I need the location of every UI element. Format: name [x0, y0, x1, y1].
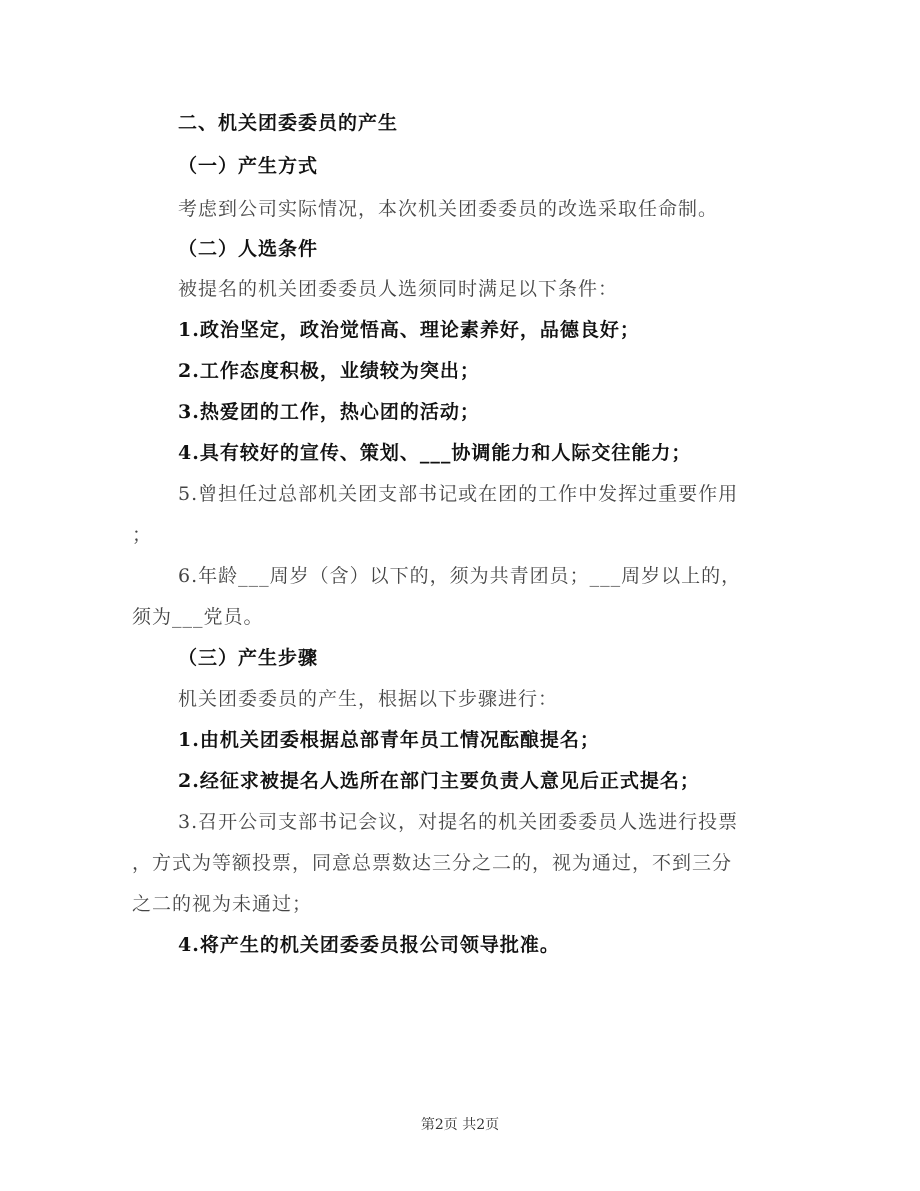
sub2-heading: （二）人选条件: [178, 238, 319, 260]
sub2-intro: 被提名的机关团委委员人选须同时满足以下条件：: [178, 278, 619, 300]
step-item-3-cont-2: 之二的视为未通过；: [132, 893, 313, 915]
step-item-3: 3.召开公司支部书记会议，对提名的机关团委委员人选进行投票: [178, 811, 739, 833]
step-item-1: 1.由机关团委根据总部青年员工情况酝酿提名；: [178, 729, 600, 751]
condition-item-6: 6.年龄___周岁（含）以下的，须为共青团员；___周岁以上的，: [178, 565, 742, 587]
sub1-heading: （一）产生方式: [178, 155, 319, 177]
step-item-2: 2.经征求被提名人选所在部门主要负责人意见后正式提名；: [178, 770, 700, 792]
condition-item-4: 4.具有较好的宣传、策划、___协调能力和人际交往能力；: [178, 442, 692, 464]
sub3-heading: （三）产生步骤: [178, 647, 319, 669]
condition-item-5: 5.曾担任过总部机关团支部书记或在团的工作中发挥过重要作用: [178, 483, 739, 505]
condition-item-6-cont: 须为___党员。: [132, 606, 264, 628]
step-item-3-cont-1: ，方式为等额投票，同意总票数达三分之二的，视为通过，不到三分: [132, 852, 733, 874]
section-heading: 二、机关团委委员的产生: [178, 112, 399, 134]
step-item-4: 4.将产生的机关团委委员报公司领导批准。: [178, 934, 560, 956]
condition-item-3: 3.热爱团的工作，热心团的活动；: [178, 401, 480, 423]
condition-item-2: 2.工作态度积极，业绩较为突出；: [178, 360, 480, 382]
page-number: 第2页 共2页: [420, 1117, 500, 1133]
condition-item-1: 1.政治坚定，政治觉悟高、理论素养好，品德良好；: [178, 319, 640, 341]
sub1-text: 考虑到公司实际情况，本次机关团委委员的改选采取任命制。: [178, 198, 719, 220]
sub3-intro: 机关团委委员的产生，根据以下步骤进行：: [178, 688, 559, 710]
condition-item-5-cont: ；: [132, 524, 153, 546]
